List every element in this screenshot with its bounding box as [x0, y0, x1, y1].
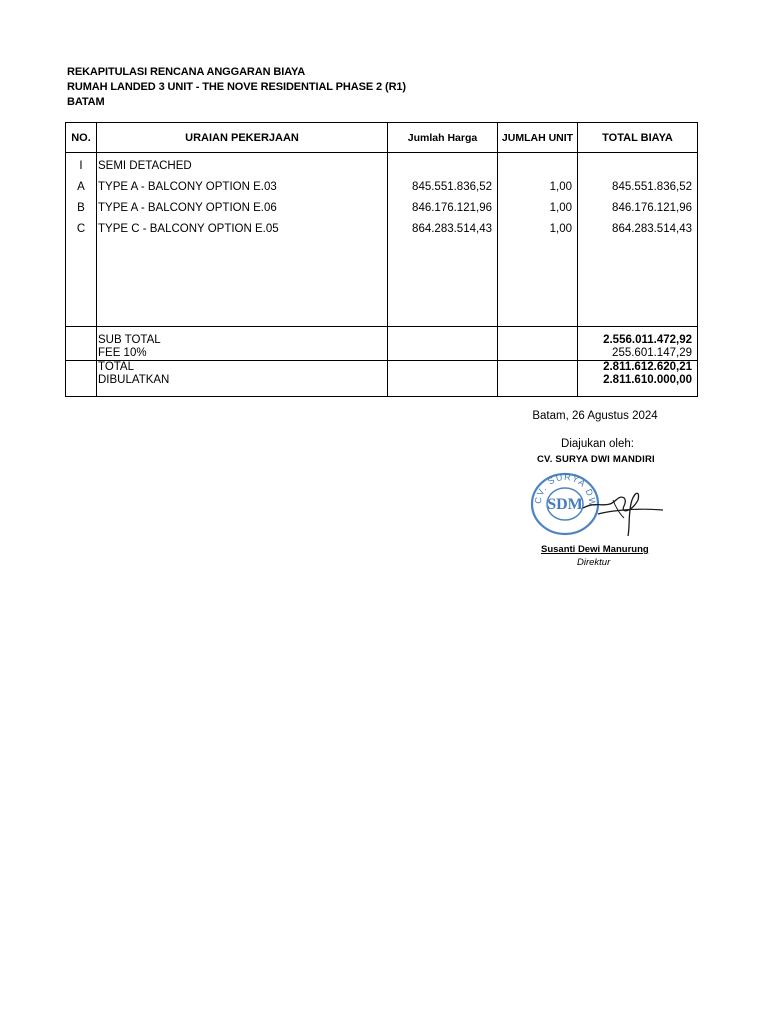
column-divider: [96, 123, 97, 396]
total-label: TOTAL: [98, 361, 134, 373]
company-stamp-signature: [528, 470, 668, 538]
total-value: 2.811.612.620,21: [603, 361, 692, 373]
section-number: I: [79, 160, 83, 172]
rounded-label: DIBULATKAN: [98, 374, 170, 386]
stamp-ring-text: CV. SURYA DW: [532, 471, 598, 508]
row-total: 846.176.121,96: [612, 202, 692, 214]
fee-value: 255.601.147,29: [612, 347, 692, 359]
column-divider: [387, 123, 388, 396]
header-location: BATAM: [67, 96, 105, 108]
summary-divider: [66, 326, 697, 327]
header-title: REKAPITULASI RENCANA ANGGARAN BIAYA: [67, 66, 306, 78]
row-total: 845.551.836,52: [612, 181, 692, 193]
row-price: 845.551.836,52: [412, 181, 492, 193]
fee-label: FEE 10%: [98, 347, 147, 359]
budget-table: [65, 122, 698, 397]
row-description: TYPE C - BALCONY OPTION E.05: [98, 223, 279, 235]
signer-name: Susanti Dewi Manurung: [541, 544, 649, 555]
section-title: SEMI DETACHED: [98, 160, 192, 172]
row-price: 846.176.121,96: [412, 202, 492, 214]
place-date: Batam, 26 Agustus 2024: [532, 410, 658, 422]
row-description: TYPE A - BALCONY OPTION E.06: [98, 202, 277, 214]
row-units: 1,00: [549, 223, 572, 235]
row-number: C: [76, 223, 86, 235]
subtotal-label: SUB TOTAL: [98, 334, 161, 346]
rounded-value: 2.811.610.000,00: [603, 374, 692, 386]
row-number: A: [77, 181, 85, 193]
submitted-by-label: Diajukan oleh:: [561, 438, 634, 450]
signer-role: Direktur: [577, 557, 611, 568]
stamp-icon: [528, 470, 668, 538]
company-name: CV. SURYA DWI MANDIRI: [537, 454, 655, 465]
column-divider: [497, 123, 498, 396]
stamp-initials: SDM: [547, 496, 583, 513]
header-project: RUMAH LANDED 3 UNIT - THE NOVE RESIDENTIAL PHASE 2 (R1): [67, 81, 406, 93]
document-header: [67, 65, 406, 110]
row-units: 1,00: [549, 202, 572, 214]
column-header-description: URAIAN PEKERJAAN: [185, 132, 299, 144]
row-description: TYPE A - BALCONY OPTION E.03: [98, 181, 277, 193]
row-number: B: [77, 202, 85, 214]
row-price: 864.283.514,43: [412, 223, 492, 235]
column-header-total: TOTAL BIAYA: [602, 132, 673, 144]
row-total: 864.283.514,43: [612, 223, 692, 235]
column-header-units: JUMLAH UNIT: [501, 132, 574, 144]
subtotal-value: 2.556.011.472,92: [603, 334, 692, 346]
row-units: 1,00: [549, 181, 572, 193]
column-header-no: NO.: [71, 132, 91, 144]
column-header-price: Jumlah Harga: [407, 132, 478, 144]
